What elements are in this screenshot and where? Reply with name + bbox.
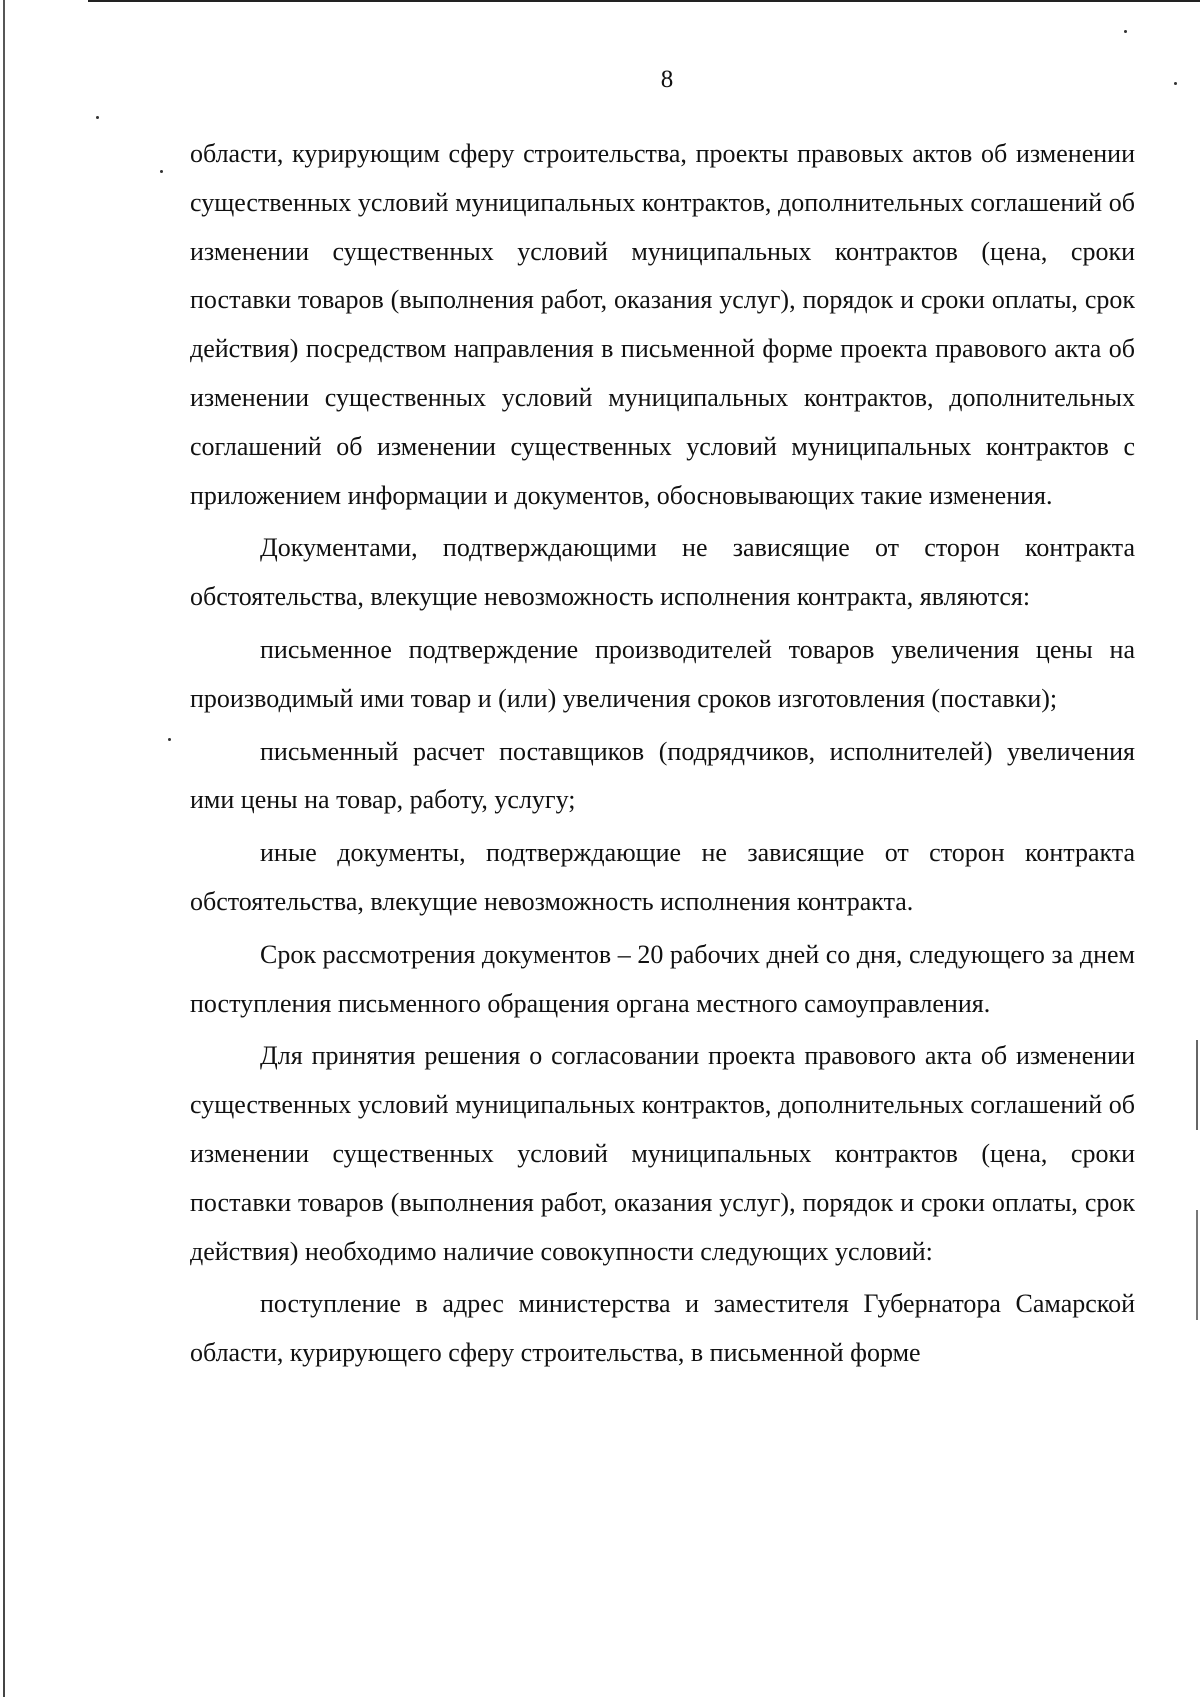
paragraph-list-item: письменный расчет поставщиков (подрядчиков, исполнителей) увеличения ими цены на товар, работу, услугу;: [190, 736, 1135, 815]
paragraph-continuation: области, курирующим сферу строительства, проекты правовых актов об изменении существенных условий муниципальных контрактов, дополнительных соглашений об изменении существенных условий муниципальных контрактов (цена, сроки поставки товаров (выполнения работ, оказания услуг), порядок и сроки оплаты, срок действия) посредством направления в письменной форме проекта правового акта об изменении существенных условий муниципальных контрактов, дополнительных соглашений об изменении существенных условий муниципальных контрактов с приложением информации и документов, обосновывающих такие изменения.: [190, 139, 1135, 510]
scan-speck: [160, 170, 163, 173]
scan-speck: [168, 738, 171, 741]
scan-border-left: [3, 0, 5, 1697]
paragraph-review-period: Срок рассмотрения документов – 20 рабочих дней со дня, следующего за днем поступления письменного обращения органа местного самоуправления.: [190, 939, 1135, 1018]
document-body: [190, 130, 1135, 1378]
scan-speck: [96, 116, 99, 119]
page-number: 8: [660, 66, 674, 93]
paragraph-list-item: поступление в адрес министерства и заместителя Губернатора Самарской области, курирующего сферу строительства, в письменной форме: [190, 1289, 1135, 1368]
paragraph-conditions-intro: Для принятия решения о согласовании проекта правового акта об изменении существенных условий муниципальных контрактов, дополнительных соглашений об изменении существенных условий муниципальных контрактов (цена, сроки поставки товаров (выполнения работ, оказания услуг), порядок и сроки оплаты, срок действия) необходимо наличие совокупности следующих условий:: [190, 1041, 1135, 1266]
paragraph-documents-intro: Документами, подтверждающими не зависящие от сторон контракта обстоятельства, влекущие невозможность исполнения контракта, являются:: [190, 533, 1135, 612]
paragraph-list-item: письменное подтверждение производителей товаров увеличения цены на производимый ими товар и (или) увеличения сроков изготовления (поставки);: [190, 634, 1135, 713]
paragraph-list-item: иные документы, подтверждающие не зависящие от сторон контракта обстоятельства, влекущие невозможность исполнения контракта.: [190, 838, 1135, 916]
scan-border-right: [1196, 1040, 1198, 1130]
scan-speck: [1124, 30, 1127, 33]
scan-border-right-lower: [1196, 1210, 1198, 1320]
scan-border-top: [88, 0, 1200, 2]
